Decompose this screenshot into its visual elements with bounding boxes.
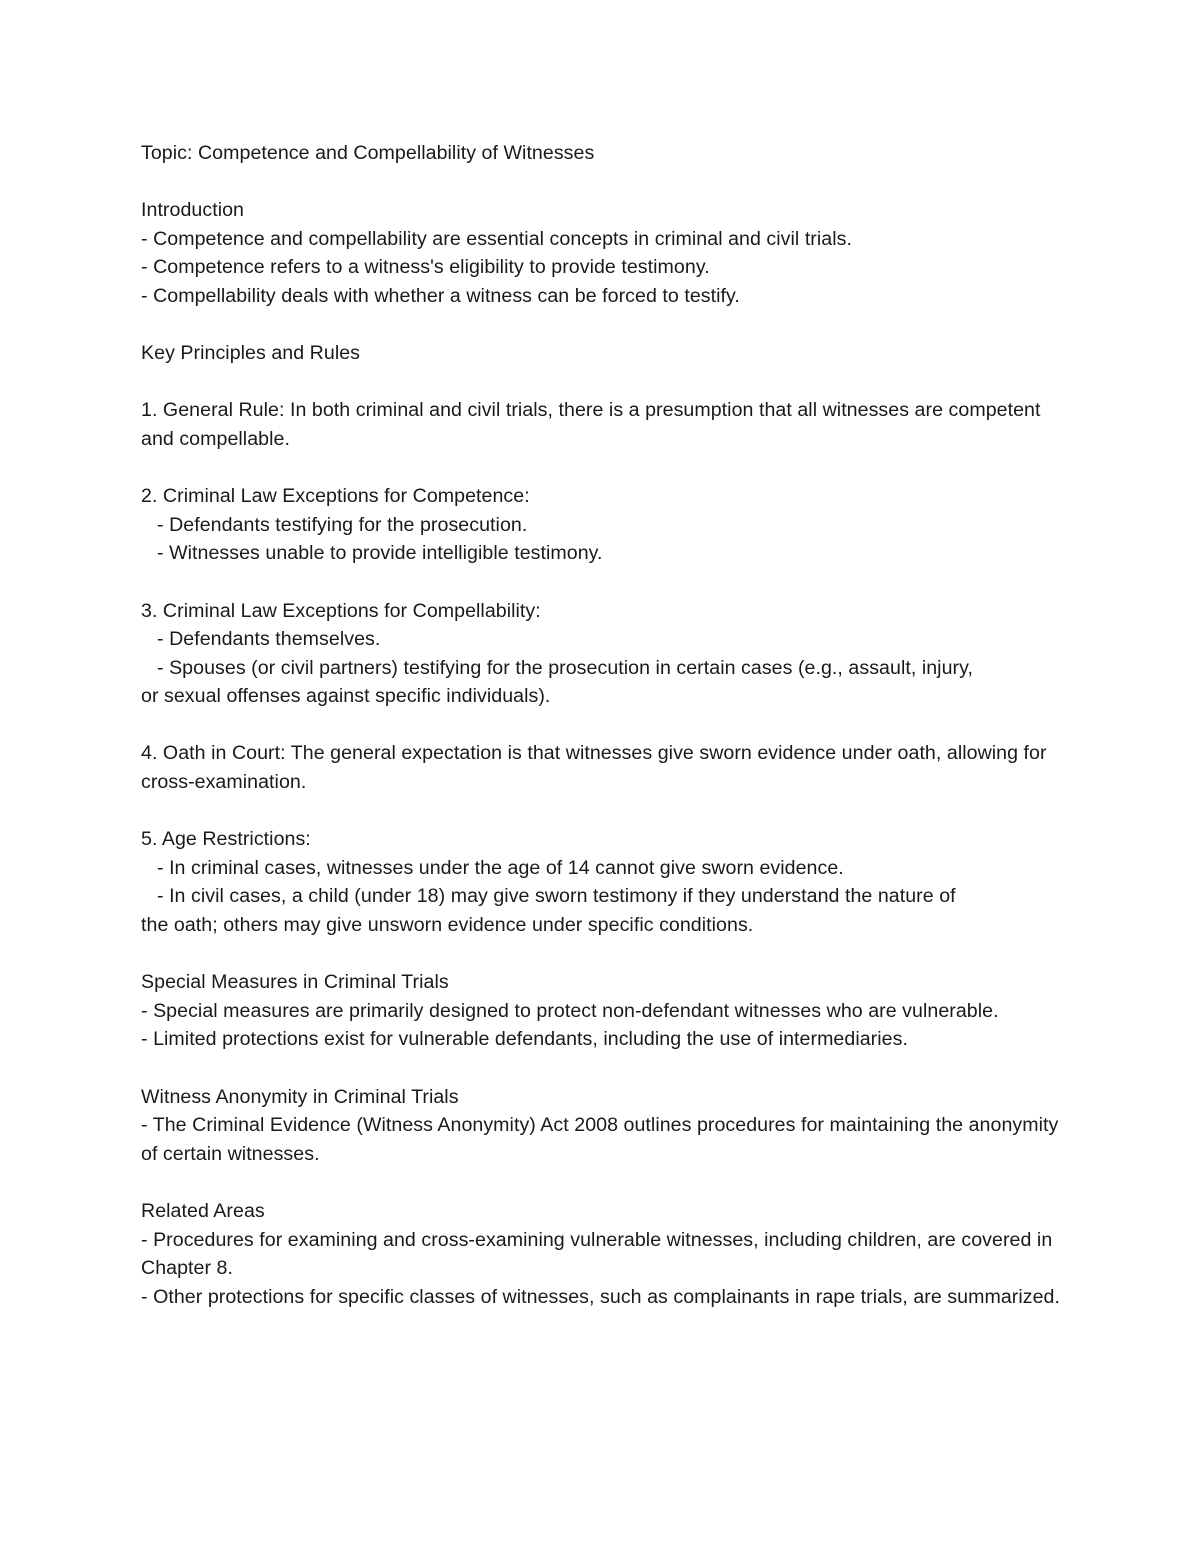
rule-age-title: 5. Age Restrictions: xyxy=(141,828,311,851)
rule-competence-item: - Defendants testifying for the prosecution. xyxy=(157,513,528,536)
spacer xyxy=(141,940,1071,969)
section-heading-witness-anonymity: Witness Anonymity in Criminal Trials xyxy=(141,1085,459,1108)
related-areas-item: - Procedures for examining and cross-examining vulnerable witnesses, including children, are covered in Chapter 8. xyxy=(141,1228,1058,1280)
spacer xyxy=(141,1054,1071,1083)
introduction-item: - Compellability deals with whether a witness can be forced to testify. xyxy=(141,284,740,307)
section-heading-introduction: Introduction xyxy=(141,199,244,222)
rule-age-item: - In civil cases, a child (under 18) may give sworn testimony if they understand the nature of xyxy=(157,885,956,908)
rule-compellability-item: - Spouses (or civil partners) testifying for the prosecution in certain cases (e.g., assault, injury, xyxy=(157,656,973,679)
spacer xyxy=(141,711,1071,740)
rule-compellability-item-continued: or sexual offenses against specific individuals). xyxy=(141,685,551,708)
rule-competence-item: - Witnesses unable to provide intelligible testimony. xyxy=(157,542,603,565)
document-title: Topic: Competence and Compellability of Witnesses xyxy=(141,142,595,164)
introduction-item: - Competence refers to a witness's eligibility to provide testimony. xyxy=(141,256,710,279)
related-areas-item: - Other protections for specific classes of witnesses, such as complainants in rape trials, are summarized. xyxy=(141,1285,1061,1308)
section-heading-special-measures: Special Measures in Criminal Trials xyxy=(141,971,449,994)
rule-general: 1. General Rule: In both criminal and civil trials, there is a presumption that all witnesses are competent and compellable. xyxy=(141,399,1046,450)
document-page xyxy=(141,139,1071,1311)
section-heading-key-principles: Key Principles and Rules xyxy=(141,342,361,365)
introduction-item: - Competence and compellability are essential concepts in criminal and civil trials. xyxy=(141,227,852,250)
spacer xyxy=(141,1168,1071,1197)
spacer xyxy=(141,454,1071,483)
special-measures-item: - Limited protections exist for vulnerable defendants, including the use of intermediaries. xyxy=(141,1028,908,1051)
special-measures-item: - Special measures are primarily designed to protect non-defendant witnesses who are vulnerable. xyxy=(141,999,999,1022)
rule-oath: 4. Oath in Court: The general expectation is that witnesses give sworn evidence under oath, allowing for cross-examination. xyxy=(141,742,1053,794)
spacer xyxy=(141,368,1071,397)
rule-age-item-continued: the oath; others may give unsworn evidence under specific conditions. xyxy=(141,914,754,937)
rule-compellability-title: 3. Criminal Law Exceptions for Compellability: xyxy=(141,599,541,622)
rule-compellability-item: - Defendants themselves. xyxy=(157,628,381,651)
rule-competence-title: 2. Criminal Law Exceptions for Competence: xyxy=(141,485,530,508)
spacer xyxy=(141,797,1071,826)
spacer xyxy=(141,311,1071,340)
spacer xyxy=(141,568,1071,597)
spacer xyxy=(141,168,1071,197)
witness-anonymity-item: - The Criminal Evidence (Witness Anonymity) Act 2008 outlines procedures for maintaining the anonymity of certain witnesses. xyxy=(141,1114,1064,1165)
section-heading-related-areas: Related Areas xyxy=(141,1199,265,1222)
rule-age-item: - In criminal cases, witnesses under the age of 14 cannot give sworn evidence. xyxy=(157,856,844,879)
